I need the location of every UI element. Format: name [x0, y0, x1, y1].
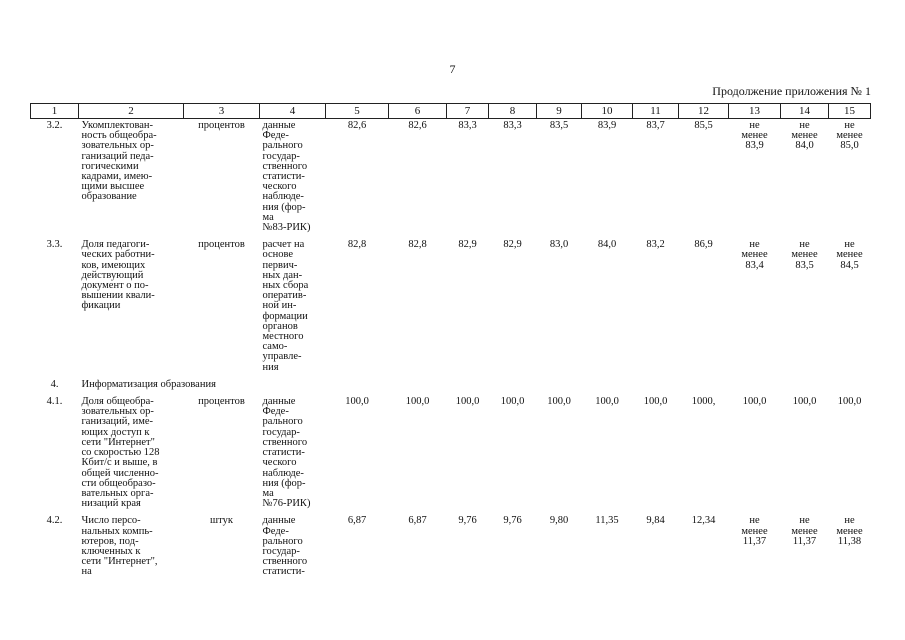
indicator-name: Доля общеобра- зовательных ор- ганизаций, име- ющих доступ к сети "Интернет" со скоростью 128 Кбит/с и выше, в общей численно- сти общеобразо- вательных орга- низаций края	[81, 396, 160, 510]
value-col-8: 100,0	[500, 396, 525, 408]
value-col-13: не менее 83,4	[741, 239, 768, 271]
section-row	[31, 378, 871, 395]
value-col-14: не менее 84,0	[791, 120, 818, 152]
table-row	[31, 238, 871, 378]
value-col-8: 83,3	[503, 120, 522, 131]
table-row	[31, 119, 871, 239]
value-col-7: 83,3	[458, 120, 477, 131]
column-header-14: 14	[781, 104, 829, 119]
value-col-15: 100,0	[837, 396, 862, 408]
value-col-10: 11,35	[595, 515, 619, 527]
row-number: 3.2.	[46, 120, 63, 131]
indicator-name: Доля педагоги- ческих работни- ков, имеющих действующий документ о по- вышении квали- фикации	[81, 239, 155, 312]
table-row	[31, 395, 871, 514]
data-source: данные Феде- рального государ- ственного статисти- ческого наблюде- ния (фор- ма №83-РИК)	[262, 120, 311, 234]
data-source: данные Феде- рального государ- ственного статисти-	[262, 515, 308, 578]
value-col-5: 82,8	[347, 239, 367, 251]
value-col-12: 12,34	[691, 515, 716, 527]
value-col-5: 82,6	[347, 120, 367, 131]
value-col-14: не менее 83,5	[791, 239, 818, 271]
column-header-7: 7	[447, 104, 489, 119]
value-col-12: 85,5	[694, 120, 713, 131]
value-col-10: 84,0	[597, 239, 617, 251]
column-header-11: 11	[633, 104, 679, 119]
column-header-4: 4	[260, 104, 326, 119]
header-row	[31, 104, 871, 119]
indicators-table	[30, 103, 871, 583]
column-header-2: 2	[79, 104, 184, 119]
value-col-11: 100,0	[643, 396, 668, 408]
row-number: 3.3.	[46, 239, 63, 251]
indicator-name: Число персо- нальных компь- ютеров, под- ключенных к сети "Интернет", на	[81, 515, 158, 578]
column-header-3: 3	[184, 104, 260, 119]
value-col-15: не менее 84,5	[836, 239, 863, 271]
data-source: расчет на основе первич- ных дан- ных сбора оператив- ной ин- формации органов местного само- управле- ния	[262, 239, 309, 373]
data-source: данные Феде- рального государ- ственного статисти- ческого наблюде- ния (фор- ма №76-РИК)	[262, 396, 311, 510]
row-number: 4.2.	[46, 515, 63, 527]
value-col-13: 100,0	[742, 396, 767, 408]
column-header-12: 12	[679, 104, 729, 119]
value-col-13: не менее 11,37	[741, 515, 768, 547]
value-col-10: 100,0	[595, 396, 619, 408]
column-header-9: 9	[537, 104, 582, 119]
value-col-9: 83,0	[549, 239, 569, 251]
value-col-6: 82,8	[408, 239, 427, 251]
value-col-11: 9,84	[646, 515, 665, 527]
unit-of-measure: процентов	[198, 120, 245, 131]
column-header-10: 10	[582, 104, 633, 119]
value-col-6: 6,87	[408, 515, 427, 527]
value-col-12: 86,9	[694, 239, 713, 251]
value-col-12: 1000,	[691, 396, 716, 408]
unit-of-measure: штук	[210, 515, 233, 527]
value-col-8: 82,9	[503, 239, 522, 251]
value-col-11: 83,7	[646, 120, 665, 131]
unit-of-measure: процентов	[198, 239, 245, 251]
column-header-6: 6	[389, 104, 447, 119]
value-col-9: 83,5	[549, 120, 569, 131]
value-col-7: 9,76	[458, 515, 477, 527]
value-col-11: 83,2	[646, 239, 665, 251]
column-header-1: 1	[31, 104, 79, 119]
value-col-7: 82,9	[458, 239, 477, 251]
indicator-name: Укомплектован- ность общеобра- зовательных ор- ганизаций педа- гогическими кадрами, имею- щими высшее образование	[81, 120, 157, 203]
value-col-10: 83,9	[597, 120, 617, 131]
table-row	[31, 514, 871, 582]
table-body	[31, 119, 871, 583]
column-header-5: 5	[326, 104, 389, 119]
value-col-13: не менее 83,9	[741, 120, 768, 152]
page-number: 7	[449, 62, 456, 76]
value-col-9: 100,0	[547, 396, 571, 408]
row-number: 4.1.	[46, 396, 63, 408]
value-col-14: не менее 11,37	[791, 515, 818, 547]
value-col-6: 100,0	[405, 396, 430, 408]
section-number: 4.	[50, 378, 59, 390]
value-col-5: 100,0	[345, 396, 369, 408]
value-col-5: 6,87	[347, 515, 367, 527]
value-col-8: 9,76	[503, 515, 522, 527]
column-header-15: 15	[829, 104, 871, 119]
value-col-15: не менее 11,38	[836, 515, 863, 547]
column-header-8: 8	[489, 104, 537, 119]
value-col-9: 9,80	[549, 515, 569, 527]
value-col-7: 100,0	[455, 396, 480, 408]
value-col-6: 82,6	[408, 120, 427, 131]
value-col-14: 100,0	[792, 396, 817, 408]
unit-of-measure: процентов	[198, 396, 245, 408]
column-header-13: 13	[729, 104, 781, 119]
value-col-15: не менее 85,0	[836, 120, 863, 152]
section-title: Информатизация образования	[81, 378, 216, 390]
appendix-continuation-note: Продолжение приложения № 1	[712, 84, 871, 98]
